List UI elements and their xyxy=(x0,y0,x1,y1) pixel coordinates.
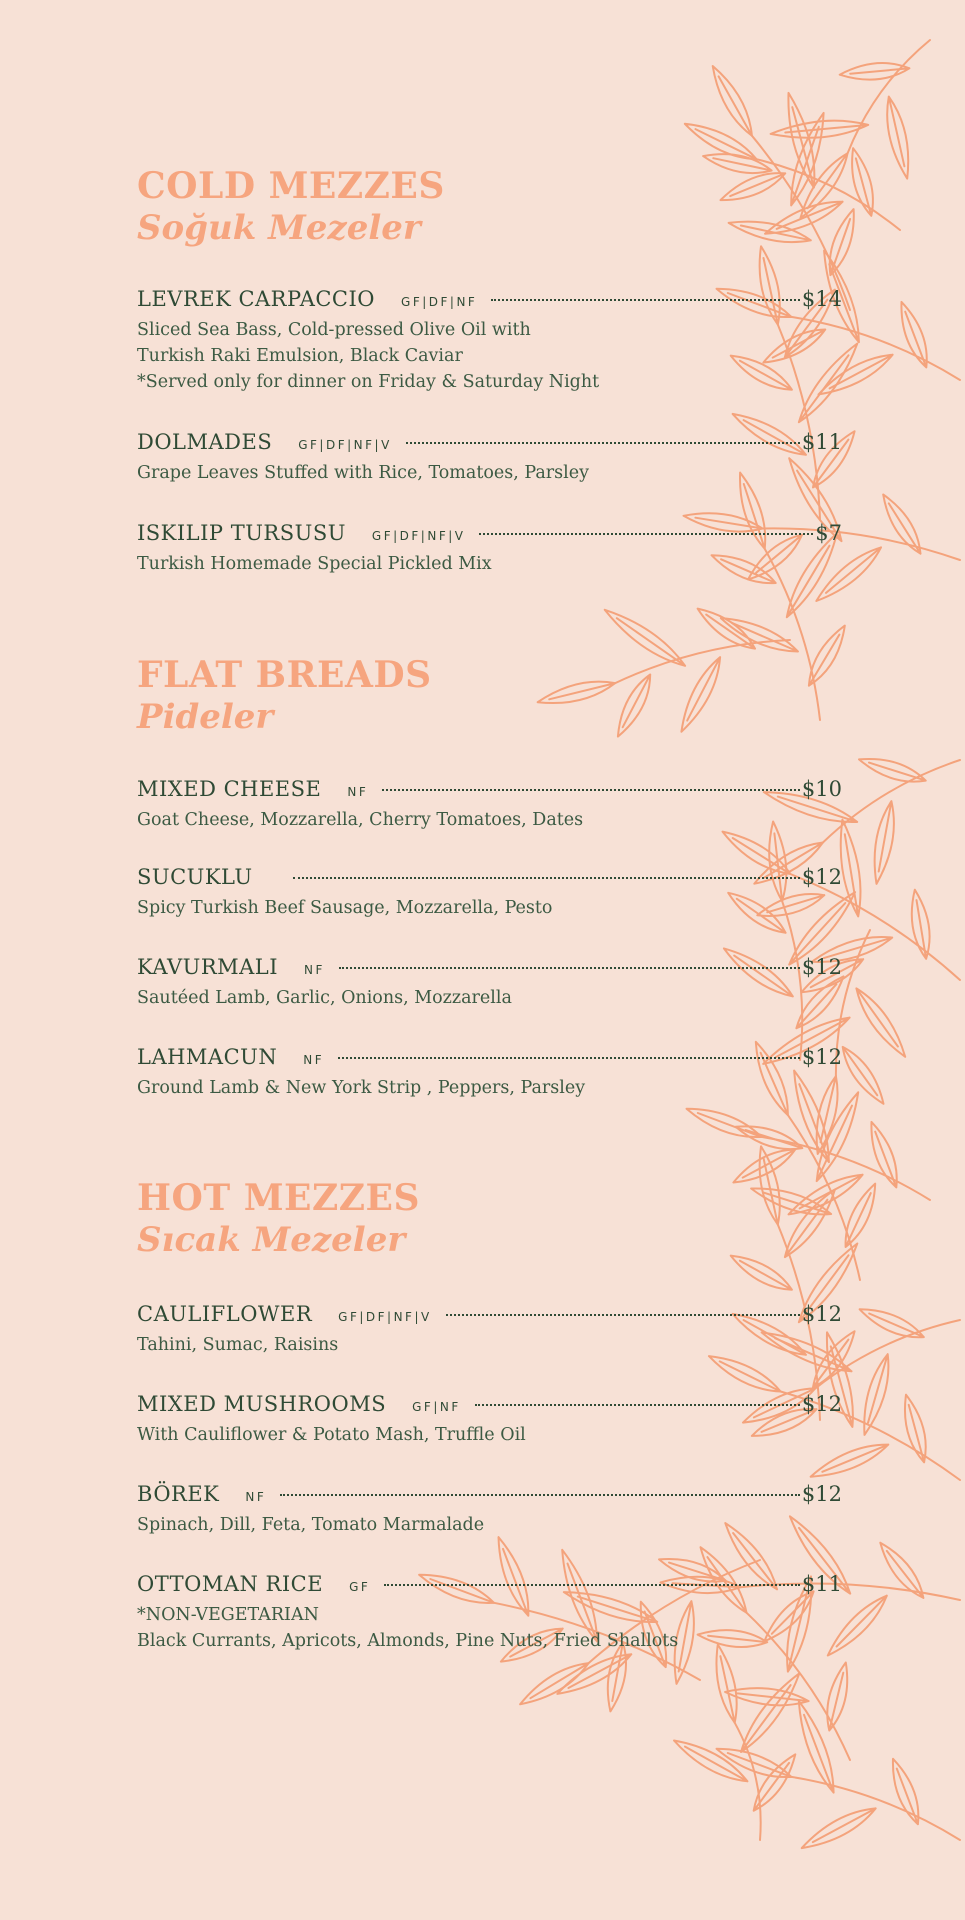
item-name: CAULIFLOWER xyxy=(137,1302,313,1326)
section-flat-breads xyxy=(137,654,842,738)
dotted-leader xyxy=(406,442,800,444)
item-price: $7 xyxy=(815,521,842,545)
item-name: KAVURMALI xyxy=(137,955,279,979)
menu-item-cauliflower xyxy=(137,1302,842,1358)
section-hot-mezzes xyxy=(137,1177,842,1261)
item-dietary-tags: GF|DF|NF|V xyxy=(298,438,392,452)
menu-item-levrek-carpaccio xyxy=(137,287,842,395)
item-price: $12 xyxy=(801,955,842,979)
item-description: Grape Leaves Stuffed with Rice, Tomatoes, Parsley xyxy=(137,463,589,483)
item-price: $12 xyxy=(801,1045,842,1069)
menu-item-lahmacun xyxy=(137,1045,842,1101)
item-description: Tahini, Sumac, Raisins xyxy=(137,1335,339,1355)
item-dietary-tags: GF|NF xyxy=(412,1400,461,1414)
item-dietary-tags: NF xyxy=(303,1053,325,1067)
menu-item-mixed-cheese xyxy=(137,777,842,833)
item-description: Turkish Homemade Special Pickled Mix xyxy=(137,554,492,574)
item-note: *NON-VEGETARIAN xyxy=(137,1605,319,1625)
menu-item-dolmades xyxy=(137,430,842,486)
section-cold-mezzes xyxy=(137,165,842,249)
item-name: ISKILIP TURSUSU xyxy=(137,521,346,545)
section-title: COLD MEZZES xyxy=(137,165,445,207)
dotted-leader xyxy=(338,1057,800,1059)
dotted-leader xyxy=(339,967,800,969)
item-description: Black Currants, Apricots, Almonds, Pine Nuts, Fried Shallots xyxy=(137,1631,679,1651)
item-price: $12 xyxy=(801,1302,842,1326)
item-dietary-tags: GF|DF|NF xyxy=(401,295,478,309)
dotted-leader xyxy=(491,299,800,301)
menu-item-sucuklu xyxy=(137,865,842,921)
item-description: Ground Lamb & New York Strip , Peppers, Parsley xyxy=(137,1078,586,1098)
item-price: $14 xyxy=(801,287,842,311)
item-description: Spinach, Dill, Feta, Tomato Marmalade xyxy=(137,1515,485,1535)
item-name: MIXED CHEESE xyxy=(137,777,322,801)
item-price: $12 xyxy=(801,1482,842,1506)
item-price: $12 xyxy=(801,865,842,889)
item-description: Goat Cheese, Mozzarella, Cherry Tomatoes, Dates xyxy=(137,810,584,830)
item-dietary-tags: NF xyxy=(347,785,369,799)
item-description: Turkish Raki Emulsion, Black Caviar xyxy=(137,346,463,366)
item-name: DOLMADES xyxy=(137,430,273,454)
dotted-leader xyxy=(384,1584,800,1586)
item-dietary-tags: GF|DF|NF|V xyxy=(371,529,466,543)
section-title: HOT MEZZES xyxy=(137,1177,420,1219)
item-dietary-tags: GF|DF|NF|V xyxy=(338,1310,432,1324)
section-subtitle: Soğuk Mezeler xyxy=(137,208,421,248)
dotted-leader xyxy=(475,1404,800,1406)
item-name: BÖREK xyxy=(137,1482,220,1506)
item-name: OTTOMAN RICE xyxy=(137,1572,324,1596)
section-subtitle: Sıcak Mezeler xyxy=(137,1220,406,1260)
item-dietary-tags: NF xyxy=(304,963,325,977)
item-name: SUCUKLU xyxy=(137,865,253,889)
menu-item-borek xyxy=(137,1482,842,1538)
dotted-leader xyxy=(280,1494,800,1496)
item-price: $12 xyxy=(801,1392,842,1416)
dotted-leader xyxy=(479,533,813,535)
menu-item-mixed-mushrooms xyxy=(137,1392,842,1448)
item-price: $11 xyxy=(801,1572,842,1596)
section-title: FLAT BREADS xyxy=(137,654,432,696)
dotted-leader xyxy=(446,1314,800,1316)
dotted-leader xyxy=(293,877,800,879)
dotted-leader xyxy=(382,789,800,791)
item-note: *Served only for dinner on Friday & Saturday Night xyxy=(137,372,600,392)
menu-item-iskilip-tursusu xyxy=(137,521,842,577)
item-description: Sliced Sea Bass, Cold-pressed Olive Oil with xyxy=(137,320,531,340)
section-subtitle: Pideler xyxy=(137,697,274,737)
item-dietary-tags: NF xyxy=(245,1490,267,1504)
menu-item-kavurmali xyxy=(137,955,842,1011)
item-price: $11 xyxy=(801,430,842,454)
item-name: MIXED MUSHROOMS xyxy=(137,1392,387,1416)
item-description: Spicy Turkish Beef Sausage, Mozzarella, Pesto xyxy=(137,898,553,918)
menu-item-ottoman-rice xyxy=(137,1572,842,1654)
item-name: LEVREK CARPACCIO xyxy=(137,287,376,311)
item-dietary-tags: GF xyxy=(349,1580,371,1594)
item-name: LAHMACUN xyxy=(137,1045,278,1069)
item-description: With Cauliflower & Potato Mash, Truffle Oil xyxy=(137,1425,526,1445)
item-description: Sautéed Lamb, Garlic, Onions, Mozzarella xyxy=(137,988,512,1008)
item-price: $10 xyxy=(801,777,842,801)
